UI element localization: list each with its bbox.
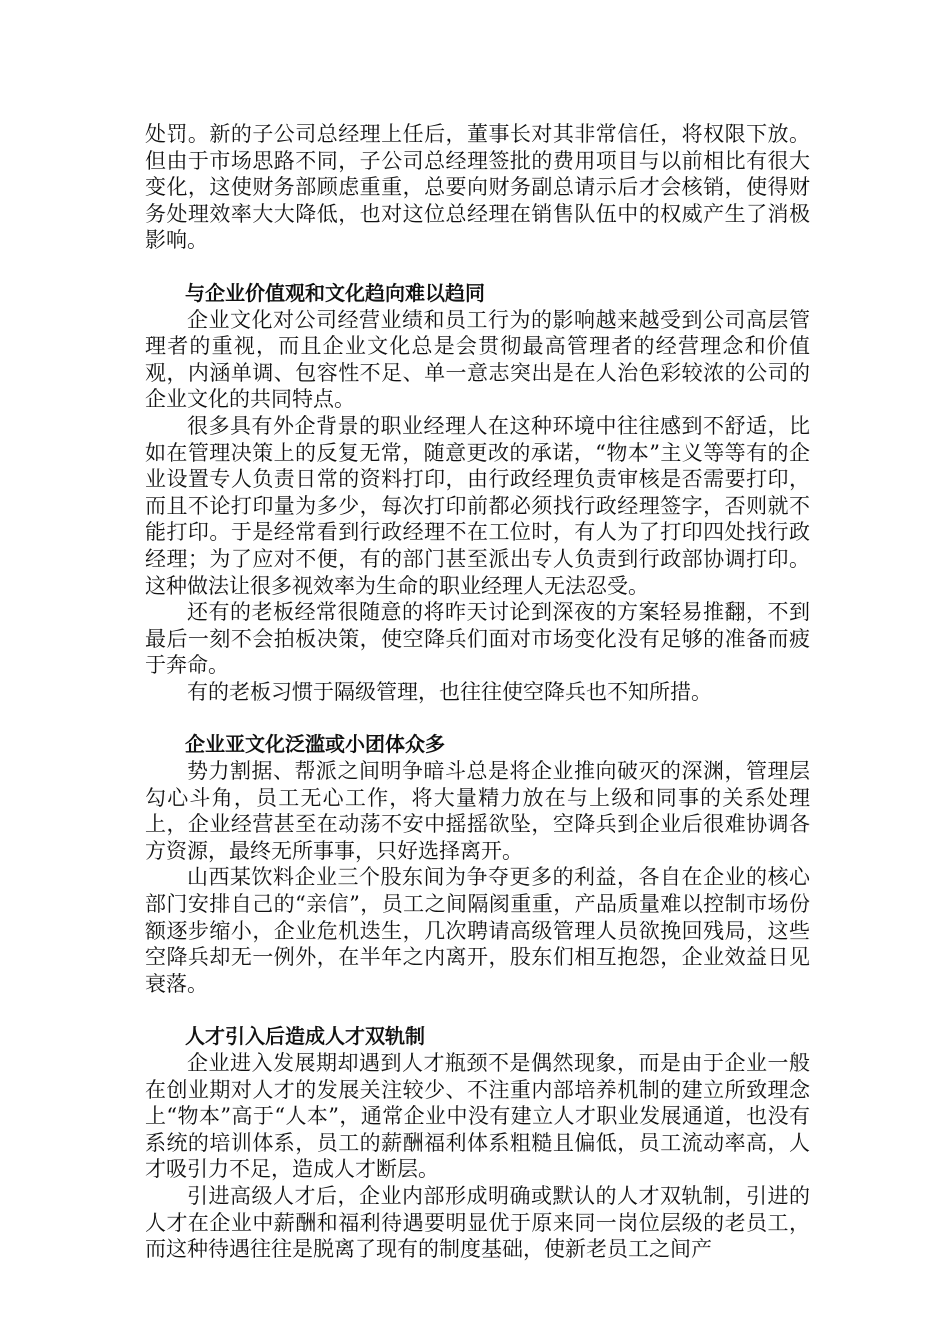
paragraph-6: 势力割据、帮派之间明争暗斗总是将企业推向破灭的深渊，管理层勾心斗角，员工无心工作，将大量精力放在与上级和同事的关系处理上，企业经营甚至在动荡不安中摇摇欲坠，空降兵到企业后很难协调各方资源，最终无所事事，只好选择离开。: [145, 759, 810, 863]
paragraph-9: 引进高级人才后，企业内部形成明确或默认的人才双轨制，引进的人才在企业中薪酬和福利待遇要明显优于原来同一岗位层级的老员工，而这种待遇往往是脱离了现有的制度基础，使新老员工之间产: [145, 1183, 810, 1262]
paragraph-1: 处罚。新的子公司总经理上任后，董事长对其非常信任，将权限下放。但由于市场思路不同，子公司总经理签批的费用项目与以前相比有很大变化，这使财务部顾虑重重，总要向财务副总请示后才会核销，使得财务处理效率大大降低，也对这位总经理在销售队伍中的权威产生了消极影响。: [145, 122, 810, 253]
paragraph-5: 有的老板习惯于隔级管理，也往往使空降兵也不知所措。: [187, 679, 712, 704]
section-heading-culture: 与企业价值观和文化趋向难以趋同: [185, 280, 485, 305]
section-gap: [145, 254, 810, 280]
document-body: [145, 121, 810, 1263]
paragraph-2: 企业文化对公司经营业绩和员工行为的影响越来越受到公司高层管理者的重视，而且企业文化总是会贯彻最高管理者的经营理念和价值观，内涵单调、包容性不足、单一意志突出是在人治色彩较浓的公司的企业文化的共同特点。: [145, 307, 810, 412]
paragraph-7: 山西某饮料企业三个股东间为争夺更多的利益，各自在企业的核心部门安排自己的“亲信”，员工之间隔阂重重，产品质量难以控制市场份额逐步缩小，企业危机迭生，几次聘请高级管理人员欲挽回残局，这些空降兵却无一例外，在半年之内离开，股东们相互抱怨，企业效益日见衰落。: [145, 865, 810, 996]
section-heading-dual-track: 人才引入后造成人才双轨制: [185, 1024, 425, 1049]
paragraph-4: 还有的老板经常很随意的将昨天讨论到深夜的方案轻易推翻，不到最后一刻不会拍板决策，使空降兵们面对市场变化没有足够的准备而疲于奔命。: [145, 600, 810, 678]
section-gap: [145, 705, 810, 731]
section-gap: [145, 997, 810, 1023]
section-heading-subculture: 企业亚文化泛滥或小团体众多: [185, 732, 445, 757]
paragraph-8: 企业进入发展期却遇到人才瓶颈不是偶然现象，而是由于企业一般在创业期对人才的发展关注较少、不注重内部培养机制的建立所致理念上“物本”高于“人本”，通常企业中没有建立人才职业发展通道，也没有系统的培训体系，员工的薪酬福利体系粗糙且偏低，员工流动率高，人才吸引力不足，造成人才断层。: [145, 1051, 810, 1182]
paragraph-3: 很多具有外企背景的职业经理人在这种环境中往往感到不舒适，比如在管理决策上的反复无常，随意更改的承诺，“物本”主义等等有的企业设置专人负责日常的资料打印，由行政经理负责审核是否需要打印，而且不论打印量为多少，每次打印前都必须找行政经理签字，否则就不能打印。于是经常看到行政经理不在工位时，有人为了打印四处找行政经理；为了应对不便，有的部门甚至派出专人负责到行政部协调打印。这种做法让很多视效率为生命的职业经理人无法忍受。: [145, 413, 810, 598]
